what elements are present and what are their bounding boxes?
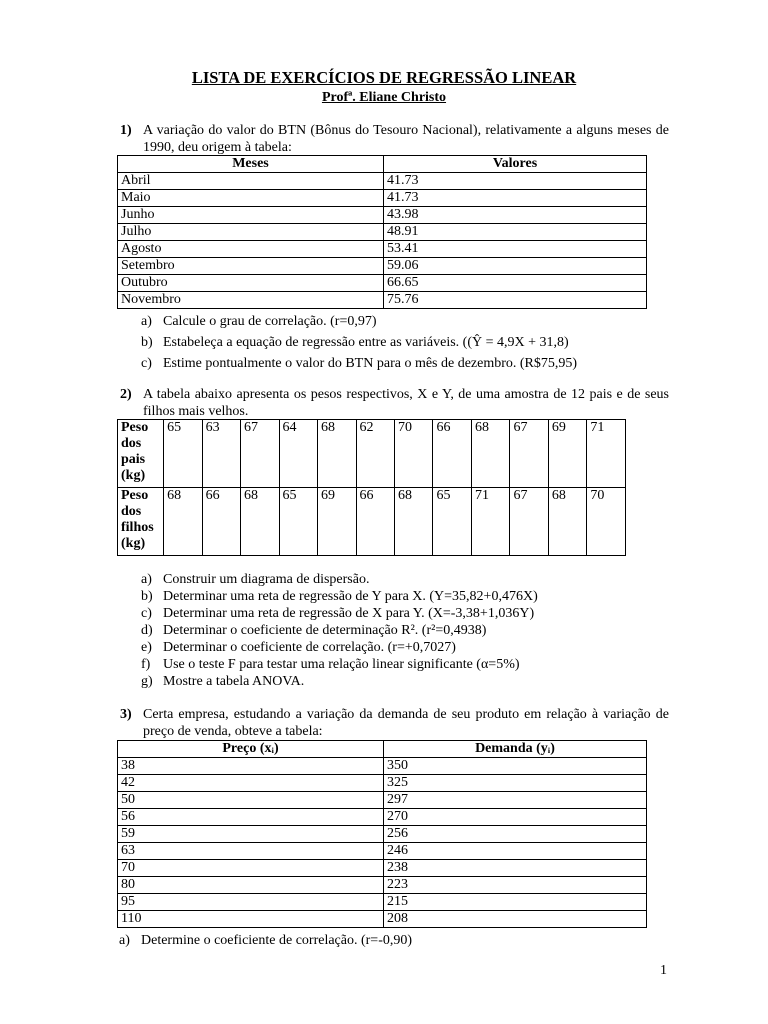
table-cell: 246 bbox=[384, 843, 647, 860]
table-cell: 110 bbox=[118, 911, 384, 928]
item-label: a) bbox=[141, 314, 152, 329]
item-text: Construir um diagrama de dispersão. bbox=[163, 572, 370, 587]
list-item bbox=[141, 673, 538, 690]
table-cell: 66 bbox=[202, 488, 240, 556]
table-row bbox=[118, 792, 647, 809]
list-item bbox=[141, 355, 577, 372]
table-cell: 69 bbox=[318, 488, 356, 556]
list-item bbox=[141, 656, 538, 673]
page-number: 1 bbox=[660, 963, 667, 978]
list-item bbox=[119, 932, 412, 949]
table-cell: 42 bbox=[118, 775, 384, 792]
table-cell: 71 bbox=[587, 420, 626, 488]
table-row bbox=[118, 775, 647, 792]
table-cell: 62 bbox=[356, 420, 394, 488]
table-cell: 67 bbox=[241, 420, 279, 488]
question-3-number: 3) bbox=[120, 707, 132, 722]
row-header-sons: Peso dos filhos (kg) bbox=[118, 488, 164, 556]
author-name: Profª. Eliane Christo bbox=[321, 90, 447, 105]
price-demand-table bbox=[117, 740, 647, 928]
table-row bbox=[118, 758, 647, 775]
table-cell: Abril bbox=[118, 173, 384, 190]
table-cell: 350 bbox=[384, 758, 647, 775]
table-cell: 63 bbox=[118, 843, 384, 860]
table-cell: Julho bbox=[118, 224, 384, 241]
list-item bbox=[141, 588, 538, 605]
table-cell: 53.41 bbox=[384, 241, 647, 258]
table-cell: 238 bbox=[384, 860, 647, 877]
table-cell: 223 bbox=[384, 877, 647, 894]
table-cell: 65 bbox=[279, 488, 317, 556]
item-label: b) bbox=[141, 589, 153, 604]
table-row bbox=[118, 207, 647, 224]
table-row bbox=[118, 911, 647, 928]
table-cell: Setembro bbox=[118, 258, 384, 275]
table-row bbox=[118, 809, 647, 826]
table-cell: 95 bbox=[118, 894, 384, 911]
table-cell: Outubro bbox=[118, 275, 384, 292]
table-cell: 41.73 bbox=[384, 173, 647, 190]
item-label: c) bbox=[141, 606, 152, 621]
item-text: Calcule o grau de correlação. (r=0,97) bbox=[163, 314, 377, 329]
table-cell: 70 bbox=[587, 488, 626, 556]
item-label: a) bbox=[119, 933, 130, 948]
item-text: Use o teste F para testar uma relação linear significante (α=5%) bbox=[163, 657, 520, 672]
list-item bbox=[141, 639, 538, 656]
item-label: b) bbox=[141, 335, 153, 350]
table-cell: 38 bbox=[118, 758, 384, 775]
item-text: Determinar o coeficiente de determinação R². (r²=0,4938) bbox=[163, 623, 487, 638]
table-cell: 59.06 bbox=[384, 258, 647, 275]
table-cell: 75.76 bbox=[384, 292, 647, 309]
table-row bbox=[118, 826, 647, 843]
table-cell: 70 bbox=[394, 420, 432, 488]
table-cell: 59 bbox=[118, 826, 384, 843]
table-cell: 325 bbox=[384, 775, 647, 792]
table-cell: 65 bbox=[164, 420, 202, 488]
table-cell: 64 bbox=[279, 420, 317, 488]
table-row bbox=[118, 190, 647, 207]
table-cell: 68 bbox=[318, 420, 356, 488]
table-row bbox=[118, 843, 647, 860]
table-header-row bbox=[118, 741, 647, 758]
table-cell: 270 bbox=[384, 809, 647, 826]
btn-values-table bbox=[117, 155, 647, 309]
list-item bbox=[141, 571, 538, 588]
question-1-items bbox=[141, 313, 577, 376]
table-cell: 66.65 bbox=[384, 275, 647, 292]
item-label: a) bbox=[141, 572, 152, 587]
item-text: Determinar uma reta de regressão de Y para X. (Y=35,82+0,476X) bbox=[163, 589, 538, 604]
table-cell: 66 bbox=[356, 488, 394, 556]
question-2-text: A tabela abaixo apresenta os pesos respectivos, X e Y, de uma amostra de 12 pais e de seus filhos mais velhos. bbox=[143, 387, 669, 419]
table-row bbox=[118, 275, 647, 292]
item-text: Mostre a tabela ANOVA. bbox=[163, 674, 305, 689]
table-cell: 43.98 bbox=[384, 207, 647, 224]
list-item bbox=[141, 334, 577, 351]
table-cell: 65 bbox=[433, 488, 471, 556]
table-header-cell: Preço (xᵢ) bbox=[118, 741, 384, 758]
table-header-row bbox=[118, 156, 647, 173]
table-row bbox=[118, 877, 647, 894]
weights-table bbox=[117, 419, 626, 556]
table-cell: Agosto bbox=[118, 241, 384, 258]
question-1-text: A variação do valor do BTN (Bônus do Tesouro Nacional), relativamente a alguns meses de 1990, deu origem à tabela: bbox=[143, 123, 669, 155]
table-cell: 71 bbox=[471, 488, 509, 556]
question-2-number: 2) bbox=[120, 387, 132, 402]
table-row bbox=[118, 488, 626, 556]
question-1-number: 1) bbox=[120, 123, 132, 138]
table-header-cell: Demanda (yᵢ) bbox=[384, 741, 647, 758]
item-label: e) bbox=[141, 640, 152, 655]
item-text: Determinar uma reta de regressão de X para Y. (X=-3,38+1,036Y) bbox=[163, 606, 535, 621]
table-row bbox=[118, 894, 647, 911]
table-cell: 56 bbox=[118, 809, 384, 826]
table-cell: Junho bbox=[118, 207, 384, 224]
table-row bbox=[118, 224, 647, 241]
item-text: Determinar o coeficiente de correlação. (r=+0,7027) bbox=[163, 640, 456, 655]
table-cell: 69 bbox=[548, 420, 586, 488]
table-cell: 63 bbox=[202, 420, 240, 488]
table-cell: 215 bbox=[384, 894, 647, 911]
list-item bbox=[141, 622, 538, 639]
table-cell: 68 bbox=[548, 488, 586, 556]
item-label: d) bbox=[141, 623, 153, 638]
table-row bbox=[118, 241, 647, 258]
question-3-items bbox=[119, 932, 412, 949]
table-cell: 67 bbox=[510, 420, 548, 488]
table-cell: 70 bbox=[118, 860, 384, 877]
table-row bbox=[118, 860, 647, 877]
table-cell: 68 bbox=[164, 488, 202, 556]
table-header-cell: Valores bbox=[384, 156, 647, 173]
item-text: Determine o coeficiente de correlação. (r=-0,90) bbox=[141, 933, 413, 948]
item-label: g) bbox=[141, 674, 153, 689]
table-row bbox=[118, 292, 647, 309]
table-cell: 256 bbox=[384, 826, 647, 843]
list-item bbox=[141, 313, 577, 330]
table-cell: 68 bbox=[241, 488, 279, 556]
table-cell: 68 bbox=[394, 488, 432, 556]
question-3-text: Certa empresa, estudando a variação da demanda de seu produto em relação à variação de preço de venda, obteve a tabela: bbox=[143, 707, 669, 739]
row-header-fathers: Peso dos pais (kg) bbox=[118, 420, 164, 488]
question-2-items bbox=[141, 571, 538, 690]
item-text: Estime pontualmente o valor do BTN para o mês de dezembro. (R$75,95) bbox=[163, 356, 578, 371]
table-row bbox=[118, 173, 647, 190]
item-label: c) bbox=[141, 356, 152, 371]
document-title: LISTA DE EXERCÍCIOS DE REGRESSÃO LINEAR bbox=[191, 68, 577, 87]
table-cell: 48.91 bbox=[384, 224, 647, 241]
table-cell: 208 bbox=[384, 911, 647, 928]
table-cell: 68 bbox=[471, 420, 509, 488]
item-label: f) bbox=[141, 657, 151, 672]
table-header-cell: Meses bbox=[118, 156, 384, 173]
table-cell: Novembro bbox=[118, 292, 384, 309]
table-row bbox=[118, 258, 647, 275]
table-cell: 80 bbox=[118, 877, 384, 894]
table-cell: 66 bbox=[433, 420, 471, 488]
item-text: Estabeleça a equação de regressão entre as variáveis. ((Ŷ = 4,9X + 31,8) bbox=[163, 335, 569, 350]
table-row bbox=[118, 420, 626, 488]
list-item bbox=[141, 605, 538, 622]
table-cell: Maio bbox=[118, 190, 384, 207]
table-cell: 50 bbox=[118, 792, 384, 809]
table-cell: 67 bbox=[510, 488, 548, 556]
table-cell: 41.73 bbox=[384, 190, 647, 207]
table-cell: 297 bbox=[384, 792, 647, 809]
